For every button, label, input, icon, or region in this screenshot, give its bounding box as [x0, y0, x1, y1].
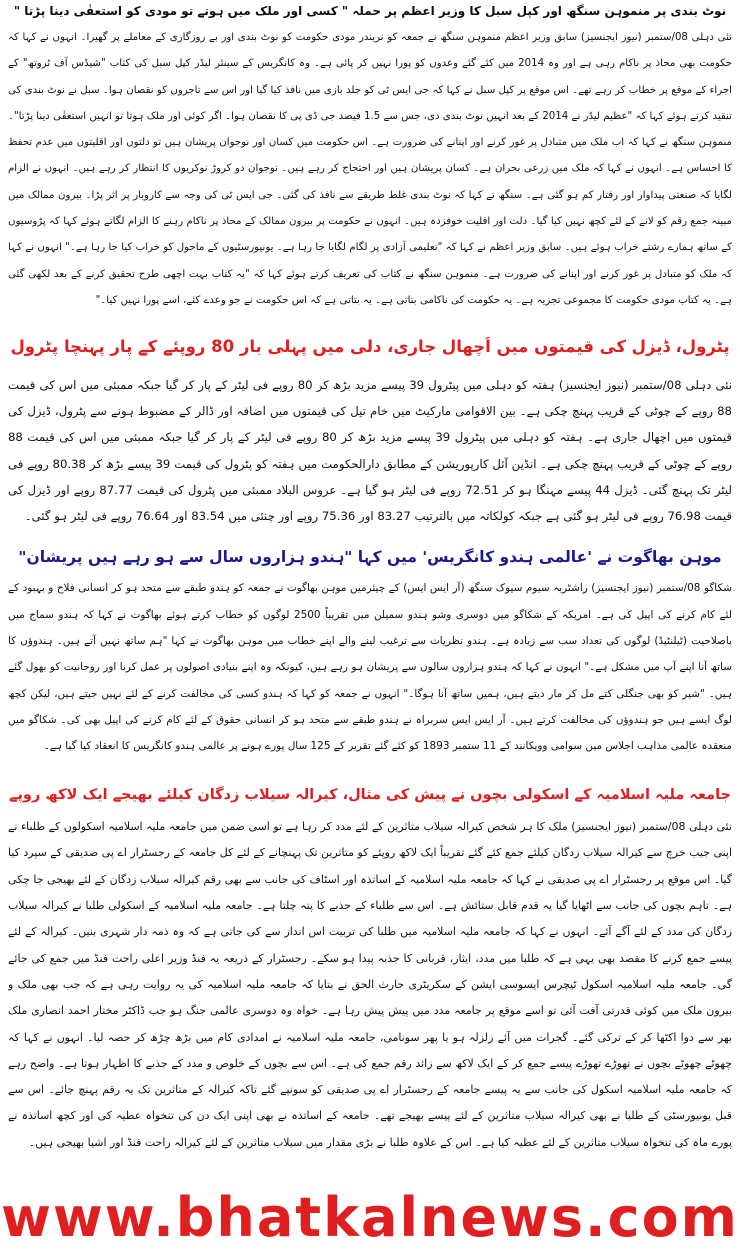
article-text: نئی دہلی 08/ستمبر (نیوز ایجنسیز) ہفتہ کو دہلی میں پیٹرول 39 پیسے مزید بڑھ کر 80 روپے فی لیٹر کے پار کر گیا جبکہ ممبئی میں اس کی قیمت 88 روپے کے چوٹی کے قریب پہنچ چکی ہے۔ بین الاقوامی مارکیٹ میں خام تیل کی قیمتوں میں اضافہ اور ڈالر کے مضبوط ہونے سے پٹرول، ڈیزل کی قیمتوں میں اچھال جاری ہے۔ ہفتہ کو دہلی میں پیٹرول 39 پیسے مزید بڑھ کر 80 روپے فی لیٹر کے پار کر گیا جبکہ ممبئی میں اس کی قیمت 88 روپے کے چوٹی کے قریب پہنچ چکی ہے۔ انڈین آئل کارپوریشن کے مطابق دارالحکومت میں ہفتہ کو پٹرول کی قیمت 39 پیسے بڑھ کر 80.38 روپے فی لیٹر تک پہنچ گئی۔ ڈیزل 44 پیسے مہنگا ہو کر 72.51 روپے فی لیٹر ہو گیا ہے۔ عروس البلاد ممبئی میں پٹرول کی قیمت 87.77 روپے اور ڈیزل کی قیمت 76.98 روپے فی لیٹر ہو گئی ہے جبکہ کولکاتہ میں بالترتیب 83.27 اور 75.36 روپے اور چنئی میں 83.54 اور 76.64 روپے فی لیٹر ہو گئی۔ [8, 377, 732, 524]
article-demonetisation [8, 4, 732, 324]
article-headline: پٹرول، ڈیزل کی قیمتوں میں اُچھال جاری، دلی میں پہلی بار 80 روپئے کے پار پہنچا پٹرول [10, 337, 730, 356]
article-text: نئی دہلی 08/ستمبر (نیوز ایجنسیز) ملک کا ہر شخص کیرالہ سیلاب متاثرین کے لئے مدد کر رہا ہے تو اسی ضمن میں جامعہ ملیہ اسلامیہ اسکولوں کے طلباء نے اپنی جیب خرچ سے کیرالہ سیلاب زدگان کیلئے جمع کئے گئے تقریباً ایک لاکھ روپئے کو متاثرین تک پہنچانے کے لئے کل جامعہ کے رجسٹرار اے پی صدیقی کے سپرد کیا گیا۔ اس موقع پر رجسٹرار اے پی صدیقی نے کہا کہ جامعہ ملیہ اسلامیہ کے اساتذہ اور اسٹاف کی جانب سے بھی رقم کیرالہ سیلاب زدگان کے لئے بھیجی جا چکی ہے۔ تاہم بچوں کی جانب سے اٹھایا گیا یہ قدم قابل ستائش ہے۔ اس سے طلباء کے جذبے کا پتہ چلتا ہے۔ جامعہ ملیہ اسلامیہ کے اسکولی طلبا نے کیرالہ سیلاب زدگان کی مدد کے لئے آگے آئے۔ انہوں نے کہا کہ جامعہ ملیہ اسلامیہ میں طلبا کی تربیت اس انداز سے کی جاتی ہے کہ وہ ذمہ دار شہری بنیں۔ کیرالہ کے لئے پیسے جمع کرنے کا مقصد بھی یہی ہے کہ طلبا میں مدد، ایثار، قربانی کا جذبہ پیدا ہو سکے۔ رجسٹرار کے ذریعہ یہ فنڈ وزیر اعلی راحت فنڈ میں جمع کی جائے گی۔ جامعہ ملیہ اسلامیہ اسکول ٹیچرس ایسوسی ایشن کے سکریٹری حارث الحق نے بتایا کہ جامعہ ملیہ اسلامیہ کی یہ روایت رہی ہے کہ جب بھی ملک و بیرون ملک میں کوئی قدرتی آفت آئی تو اسے موقع پر جامعہ مدد میں پیش پیش رہا ہے۔ خواہ وہ دوسری عالمی جنگ ہو جب ڈاکٹر مختار احمد انصاری ملک بھر سے دوا اکٹھا کر کے ترکی گئے۔ گجرات میں آئے زلزلہ ہو یا پھر سونامی، جامعہ ملیہ اسلامیہ نے امدادی کام میں بڑھ چڑھ کر حصہ لیا۔ انہوں نے کہا کہ چھوٹے چھوٹے بچوں نے تھوڑے تھوڑے پیسے جمع کر کے ایک لاکھ سے زائد رقم جمع کی ہے۔ اس سے بچوں کے خلوص و مدد کے جذبے کا اظہار ہوتا ہے۔ واضح رہے کہ جامعہ ملیہ اسلامیہ اسکول کی جانب سے یہ پیسے جامعہ کے رجسٹرار اے پی صدیقی کو سونپے گئے تاکہ کیرالہ کے متاثرین تک یہ رقم پہنچ جائے۔ اس سے قبل یونیورسٹی کے طلبا نے بھی کیرالہ سیلاب متاثرین کے لئے پیسے بھیجے تھے۔ جامعہ کے اساتذہ نے بھی اپنی ایک دن کی تنخواہ عطیہ کی اور کچھ اساتذہ نے پورے ماہ کی تنخواہ سیلاب متاثرین کے لئے عطیہ کیا ہے۔ اس کے علاوہ طلبا نے بڑی مقدار میں سیلاب متاثرین کے لئے کیرالہ راحت فنڈ اور اشیا بھیجی ہیں۔ [8, 820, 732, 1149]
article-text: شکاگو 08/ستمبر (نیوز ایجنسیز) راشٹریہ سیوم سیوک سنگھ (آر ایس ایس) کے چیئرمین موہن بھاگوت نے جمعہ کو ہندو طبقے سے متحد ہو کر انسانی فلاح و بہبود کے لئے کام کرنے کی اپیل کی ہے۔ امریکہ کے شکاگو میں دوسری وشو ہندو سمیلن میں تقریباً 2500 لوگوں کو خطاب کرتے ہوئے بھاگوت نے کہا کہ ہندو سماج میں باصلاحیت (ٹیلنٹیڈ) لوگوں کی تعداد سب سے زیادہ ہے۔ ہندو نظریات سے ترغیب لینے والے اپنے خطاب میں موہن بھاگوت نے کہا "ہم ساتھ نہیں آتے ہیں۔ ہندوؤں کا ساتھ آنا اپنے آپ میں مشکل ہے۔" انہوں نے کہا کہ ہندو ہزاروں سالوں سے پریشان ہو رہے ہیں، کیونکہ وہ اپنے بنیادی اصولوں پر عمل کرنا اور روحانیت کو بھول گئے ہیں۔ "شیر کو بھی جنگلی کتے مل کر مار دیتے ہیں، ہمیں ساتھ آنا ہوگا۔" انہوں نے جمعہ کو کہا کہ ہندو کسی کی مخالفت کرنے کے لئے نہیں جیتے ہیں، لیکن کچھ لوگ ایسے ہیں جو ہندوؤں کی مخالفت کرتے ہیں۔ آر ایس ایس سربراہ نے ہندو طبقے سے متحد ہو کر انسانی حقوق کے لئے کام کرنے کی اپیل بھی کی۔ شکاگو میں منعقدہ عالمی مذاہب اجلاس میں سوامی وویکانند کے 11 ستمبر 1893 کو کئے گئے تقریر کے 125 سال پورے ہونے پر عالمی ہندو کانگریس کا انعقاد کیا گیا ہے۔ [8, 582, 732, 753]
article-headline: جامعہ ملیہ اسلامیہ کے اسکولی بچوں نے پیش کی مثال، کیرالہ سیلاب زدگان کیلئے بھیجے ایک لاکھ روپے [8, 787, 731, 803]
article-petrol-prices [8, 337, 732, 537]
article-bhagwat-hindu-congress [8, 548, 732, 773]
article-text: نئی دہلی 08/ستمبر (نیوز ایجنسیز) سابق وزیر اعظم منموہن سنگھ نے جمعہ کو نریندر مودی حکومت کو نوٹ بندی اور بے روزگاری کے معاملے پر گھیرا۔ انہوں نے کہا کہ حکومت بھی محاذ پر ناکام رہی ہے اور وہ 2014 میں کئے گئے وعدوں کو پورا نہیں کر پائی ہے۔ وہ کانگریس کے سینئر لیڈر کپل سبل کی کتاب "شیڈس آف ٹروتھ" کے اجراء کے موقع پر خطاب کر رہے تھے۔ اس موقع پر کپل سبل نے کہا کہ جی ایس ٹی کو جلد بازی میں نافذ کیا گیا اور اس سے تاجروں کو نقصان ہوا۔ سبل نے نوٹ بندی کی تنقید کرتے ہوئے کہا کہ "عظیم لیڈر نے 2014 کے بعد انہیں نوٹ بندی دی، جس سے 1.5 فیصد جی ڈی پی کا نقصان ہوا۔ اگر کوئی اور ملک ہوتا تو انہیں استعفٰی دینا پڑتا"۔ منموہن سنگھ نے کہا کہ اب ملک میں متبادل پر غور کرنے اور اپنانے کی ضرورت ہے۔ اس حکومت میں کسان اور نوجوان پریشان ہیں تو دلتوں اور اقلیتوں میں عدم تحفظ کا احساس ہے۔ انہوں نے کہا کہ ملک میں زرعی بحران ہے۔ کسان پریشان ہیں اور احتجاج کر رہے ہیں۔ نوجوان دو کروڑ نوکریوں کا انتظار کر رہے ہیں۔ انہوں نے الزام لگایا کہ صنعتی پیداوار اور رفتار کم ہو گئی ہے۔ سنگھ نے کہا کہ نوٹ بندی غلط طریقے سے نافذ کی گئی۔ جی ایس ٹی کی وجہ سے کاروبار پر اثر پڑا۔ بیرون ممالک میں مبینہ جمع رقم کو لانے کے لئے کچھ نہیں کیا گیا۔ دلت اور اقلیت خوفزدہ ہیں۔ انہوں نے حکومت پر بیرون ممالک کے محاذ پر ناکام رہنے کا الزام لگاتے ہوئے کہا کہ پڑوسیوں کے ساتھ ہمارے رشتے خراب ہوئے ہیں۔ سابق وزیر اعظم نے کہا کہ "تعلیمی آزادی پر لگام لگایا جا رہا ہے۔ یونیورسٹیوں کے ماحول کو خراب کیا جا رہا ہے۔" انہوں نے کہا کہ ملک کو متبادل پر غور کرنے اور اپنانے کی ضرورت ہے۔ منموہن سنگھ نے کتاب کی تعریف کرتے ہوئے کہا کہ "یہ کتاب بہت اچھی طرح تحقیق کرنے کے بعد لکھی گئی ہے۔ یہ کتاب مودی حکومت کا مجموعی تجزیہ ہے۔ یہ حکومت کی ناکامی بتاتی ہے۔ یہ بتاتی ہے کہ اس حکومت نے جو وعدے کئے، اسے پورا نہیں کیا۔" [8, 32, 732, 306]
article-body [8, 575, 732, 759]
article-body [8, 814, 732, 1156]
article-headline: نوٹ بندی پر منموہن سنگھ اور کپل سبل کا وزیر اعظم پر حملہ " کسی اور ملک میں ہوتے تو مودی کو استعفٰی دینا پڑتا " [13, 4, 727, 18]
article-body [8, 25, 732, 314]
article-body [8, 372, 732, 530]
article-headline: موہن بھاگوت نے 'عالمی ہندو کانگریس' میں کہا "ہندو ہزاروں سال سے ہو رہے ہیں پریشان" [18, 548, 722, 566]
site-watermark: www.bhatkalnews.com [1, 1186, 739, 1249]
article-jamia-kerala-flood [8, 786, 732, 1176]
